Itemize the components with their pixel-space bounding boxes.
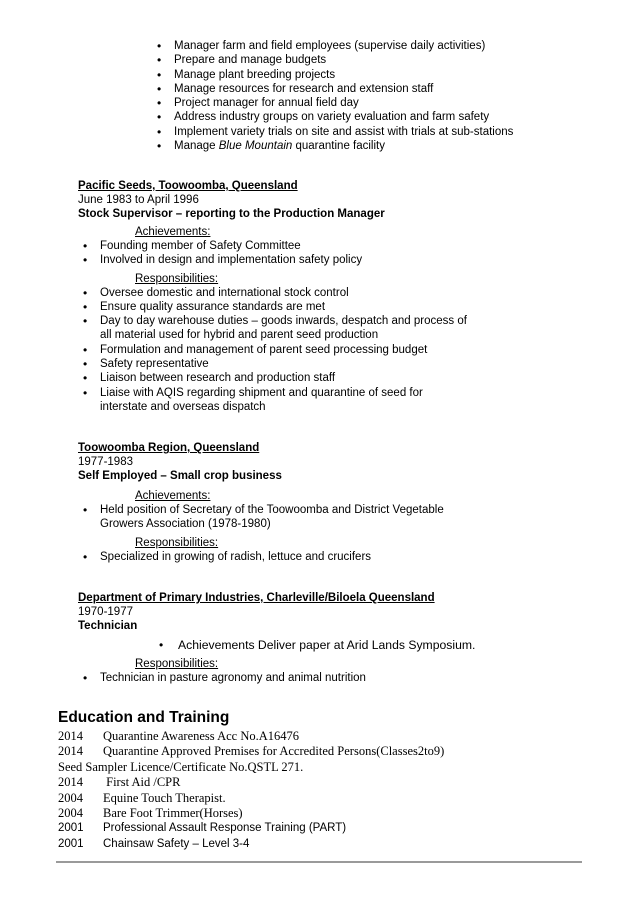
responsibilities-label: Responsibilities: [135,272,219,285]
list-item-text: Manage [174,140,219,153]
employer-heading: Toowoomba Region, Queensland [78,442,260,454]
job-dates: 1977-1983 [78,456,133,468]
responsibilities-label: Responsibilities: [135,536,219,549]
list-item: • Involved in design and implementation safety policy [78,253,578,267]
list-item: • Ensure quality assurance standards are met [78,300,468,314]
list-item: • Liaison between research and production staff [78,371,468,385]
job-pacific-seeds [78,179,578,414]
list-item: • Manager farm and field employees (supervise daily activities) [152,39,572,53]
education-year: 2014 [58,744,83,759]
job-role: Self Employed – Small crop business [78,470,282,482]
list-item: • Achievements Deliver paper at Arid Lands Symposium. [154,637,578,653]
list-item: • Prepare and manage budgets [152,53,572,67]
list-item: • Safety representative [78,357,468,371]
list-item: • Formulation and management of parent seed processing budget [78,343,468,357]
footer-divider [56,861,582,863]
education-year: 2001 [58,822,84,835]
list-item: • Manage resources for research and extension staff [152,82,572,96]
education-row [58,806,578,821]
achievements-list [78,239,578,268]
education-text: Chainsaw Safety – Level 3-4 [103,837,250,850]
education-year: 2014 [58,729,83,743]
job-dpi [78,591,578,685]
education-year: 2001 [58,837,84,850]
job-dates: 1970-1977 [78,606,133,618]
list-item: • Liaise with AQIS regarding shipment and quarantine of seed for interstate and overseas dispatch [78,386,468,415]
responsibilities-list [78,286,468,415]
education-text: Quarantine Awareness Acc No.A16476 [103,729,300,743]
list-item [152,139,572,153]
job-role: Technician [78,620,138,632]
education-row [58,760,578,775]
education-text: Quarantine Approved Premises for Accredited Persons(Classes2to9) [103,744,445,759]
education-year: 2014 [58,775,83,790]
achievements-list [154,637,578,653]
list-item: • Day to day warehouse duties – goods inwards, despatch and process of all material used for hybrid and parent seed production [78,314,468,343]
responsibilities-list [78,550,578,564]
job-role: Stock Supervisor – reporting to the Production Manager [78,208,385,220]
achievements-label: Achievements: [135,226,211,238]
list-item: • Technician in pasture agronomy and animal nutrition [78,671,578,685]
education-list [58,729,578,852]
list-item-text: quarantine facility [292,140,385,153]
duties-list [152,39,572,153]
list-item: • Specialized in growing of radish, lettuce and crucifers [78,550,578,564]
list-item: • Held position of Secretary of the Toowoomba and District Vegetable Growers Association (1978-1980) [78,503,453,532]
job-toowoomba [78,441,578,564]
education-row [58,821,578,836]
education-row [58,744,578,759]
facility-name: Blue Mountain [218,140,293,153]
job-dates: June 1983 to April 1996 [78,194,199,206]
list-item: • Project manager for annual field day [152,96,572,110]
responsibilities-list [78,671,578,685]
education-row [58,837,578,852]
education-text: First Aid /CPR [103,775,181,790]
education-text: Equine Touch Therapist. [103,790,226,805]
list-item: • Address industry groups on variety evaluation and farm safety [152,110,572,124]
responsibilities-label: Responsibilities: [135,658,219,670]
employer-heading: Pacific Seeds, Toowoomba, Queensland [78,180,298,192]
education-year: 2004 [58,806,83,821]
list-item: • Oversee domestic and international stock control [78,286,468,300]
education-row [58,729,578,744]
education-text: Bare Foot Trimmer(Horses) [103,806,243,821]
education-year: 2004 [58,790,83,805]
employer-heading: Department of Primary Industries, Charleville/Biloela Queensland [78,592,435,604]
list-item: • Founding member of Safety Committee [78,239,578,253]
education-heading: Education and Training [58,709,230,726]
education-text: Professional Assault Response Training (PART) [103,822,347,835]
achievements-list [78,503,453,532]
education-text: Seed Sampler Licence/Certificate No.QSTL 271. [58,759,304,774]
achievements-label: Achievements: [135,490,211,502]
list-item: • Implement variety trials on site and assist with trials at sub-stations [152,125,572,139]
education-row [58,775,578,790]
education-row [58,791,578,806]
list-item: • Manage plant breeding projects [152,68,572,82]
